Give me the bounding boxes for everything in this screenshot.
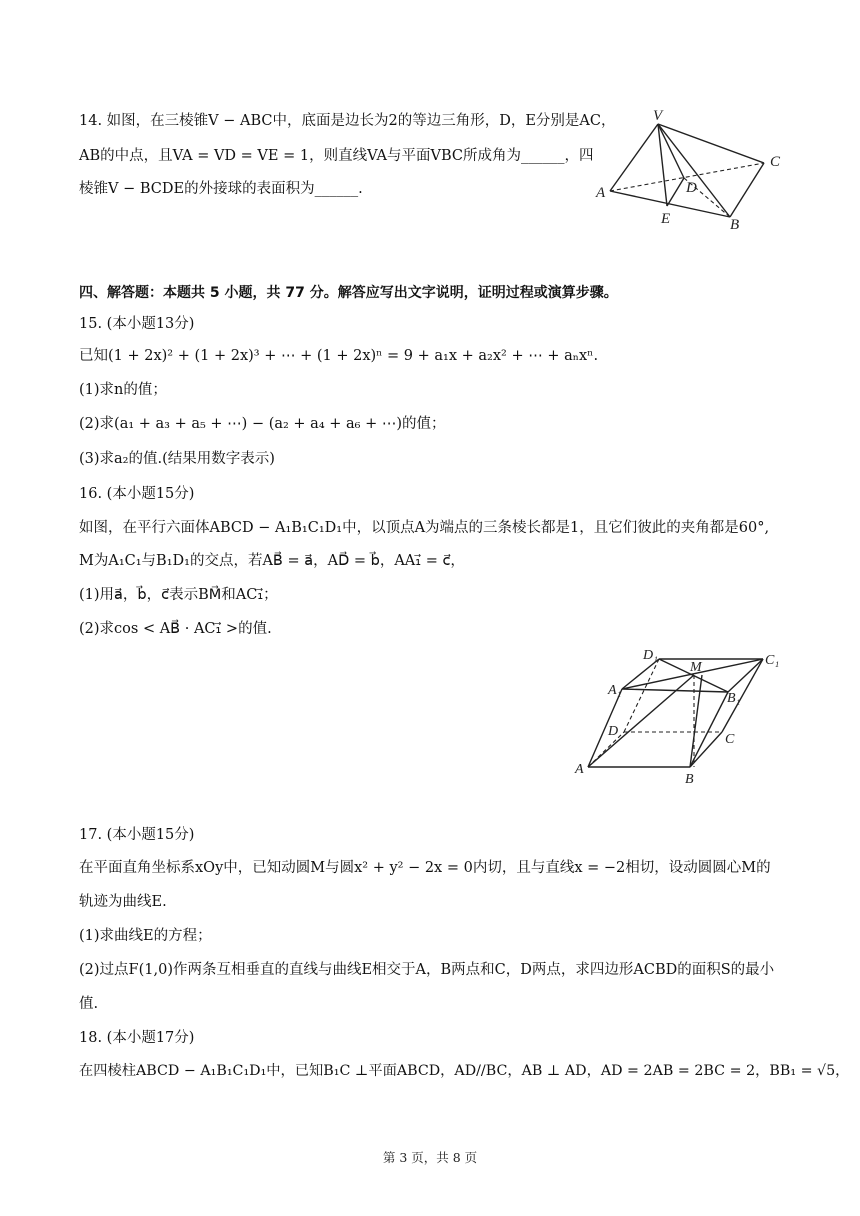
- label-c1: C₁: [765, 653, 780, 668]
- label-m: M: [690, 660, 702, 675]
- label-a: A: [575, 762, 584, 777]
- q15-line-1: 已知(1 + 2x)² + (1 + 2x)³ + ⋯ + (1 + 2x)ⁿ = 9 + a₁x + a₂x² + ⋯ + aₙxⁿ.: [79, 348, 599, 364]
- q17-line-1: 在平面直角坐标系xOy中，已知动圆M与圆x² + y² − 2x = 0内切，且与直线x = −2相切，设动圆圆心M的: [79, 860, 771, 876]
- label-b: B: [730, 217, 740, 233]
- q17-part-1: (1)求曲线E的方程；: [79, 928, 212, 944]
- q16-part-2: (2)求cos < AB⃗ · AC₁⃗ >的值.: [79, 621, 272, 637]
- section-heading-4: 四、解答题：本题共 5 小题，共 77 分。解答应写出文字说明，证明过程或演算步骤。: [79, 285, 618, 301]
- label-e: E: [661, 211, 671, 227]
- page-footer: 第 3 页，共 8 页: [382, 1150, 478, 1165]
- edge-bb1: [690, 692, 728, 767]
- q15-heading: 15. (本小题13分): [79, 316, 195, 332]
- q14-line-3: 棱锥V − BCDE的外接球的表面积为______.: [79, 181, 363, 197]
- label-b: B: [685, 772, 694, 787]
- figure-parallelepiped: [572, 644, 787, 789]
- label-c: C: [770, 154, 781, 170]
- label-d: D: [608, 724, 619, 739]
- figure-tetrahedron: [592, 108, 792, 233]
- label-c: C: [725, 732, 735, 747]
- label-d: D: [686, 180, 697, 196]
- q18-line-1: 在四棱柱ABCD − A₁B₁C₁D₁中，已知B₁C ⊥平面ABCD，AD//BC，AB ⊥ AD，AD = 2AB = 2BC = 2，BB₁ = √5，: [79, 1063, 850, 1079]
- q16-part-1: (1)用a⃗，b⃗，c⃗表示BM⃗和AC₁⃗；: [79, 587, 278, 603]
- edge-ve: [658, 124, 667, 206]
- q14-line-2: AB的中点，且VA = VD = VE = 1，则直线VA与平面VBC所成角为______，四: [79, 148, 594, 164]
- q15-part-1: (1)求n的值；: [79, 382, 167, 398]
- q17-line-2: 轨迹为曲线E.: [79, 894, 167, 910]
- label-a1: A₁: [608, 683, 622, 698]
- edge-bm: [690, 675, 702, 767]
- edge-eb-mid: [667, 178, 684, 206]
- edge-am: [588, 675, 694, 767]
- q18-heading: 18. (本小题17分): [79, 1030, 195, 1046]
- edge-bc: [690, 732, 722, 767]
- q15-part-3: (3)求a₂的值.(结果用数字表示): [79, 451, 275, 467]
- q15-part-2: (2)求(a₁ + a₃ + a₅ + ⋯) − (a₂ + a₄ + a₆ + ⋯)的值；: [79, 416, 446, 432]
- q16-line-2: M为A₁C₁与B₁D₁的交点，若AB⃗ = a⃗，AD⃗ = b⃗，AA₁⃗ = c⃗，: [79, 553, 465, 569]
- label-v: V: [653, 108, 663, 124]
- q17-heading: 17. (本小题15分): [79, 827, 195, 843]
- q17-part-2b: 值.: [79, 996, 99, 1012]
- edge-b1c1: [728, 659, 763, 692]
- q17-part-2a: (2)过点F(1,0)作两条互相垂直的直线与曲线E相交于A，B两点和C，D两点，求四边形ACBD的面积S的最小: [79, 962, 775, 978]
- label-b1: B₁: [727, 691, 741, 706]
- label-a: A: [596, 185, 606, 201]
- edge-ad-hidden: [588, 732, 624, 767]
- edge-va: [610, 124, 658, 191]
- q16-line-1: 如图，在平行六面体ABCD − A₁B₁C₁D₁中，以顶点A为端点的三条棱长都是1，且它们彼此的夹角都是60°,: [79, 520, 770, 536]
- edge-bc: [730, 163, 764, 217]
- label-d1: D₁: [643, 648, 658, 663]
- q14-line-1: 14. 如图，在三棱锥V − ABC中，底面是边长为2的等边三角形，D，E分别是AC，: [79, 113, 616, 129]
- q16-heading: 16. (本小题15分): [79, 486, 195, 502]
